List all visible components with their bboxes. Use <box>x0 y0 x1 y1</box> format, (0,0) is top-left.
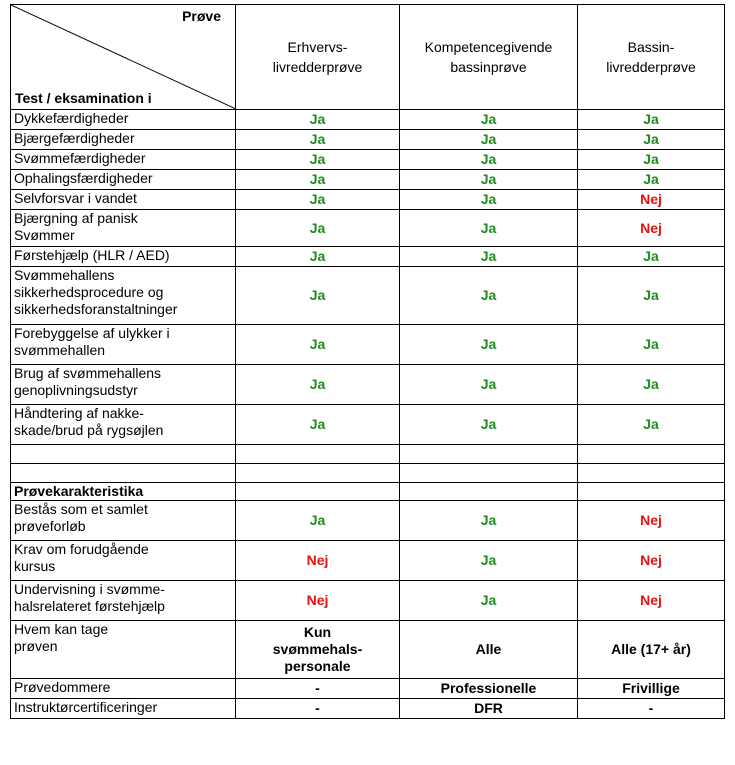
value-cell: Ja <box>400 210 578 247</box>
value-cell: Frivillige <box>578 679 725 699</box>
row-label: Svømmehallens sikkerhedsprocedure og sikkerhedsforanstaltninger <box>11 267 236 325</box>
value-cell: Ja <box>236 130 400 150</box>
value-cell: Ja <box>400 541 578 581</box>
value-cell: Nej <box>578 501 725 541</box>
table-row <box>11 247 725 267</box>
table-row <box>11 679 725 699</box>
comparison-table <box>10 4 725 719</box>
table-row <box>11 699 725 719</box>
row-label: Krav om forudgående kursus <box>11 541 236 581</box>
section-row <box>11 483 725 501</box>
value-cell: Ja <box>236 110 400 130</box>
value-cell: Ja <box>400 190 578 210</box>
value-cell: Ja <box>400 130 578 150</box>
value-cell: Ja <box>236 325 400 365</box>
value-cell: Ja <box>400 325 578 365</box>
value-cell: Ja <box>400 150 578 170</box>
value-cell: Ja <box>578 247 725 267</box>
empty-row <box>11 445 725 464</box>
table-row <box>11 325 725 365</box>
value-cell: Ja <box>236 501 400 541</box>
row-label: Ophalingsfærdigheder <box>11 170 236 190</box>
corner-bottom-label: Test / eksamination i <box>15 90 152 106</box>
value-cell: Ja <box>578 267 725 325</box>
value-cell: Ja <box>578 405 725 445</box>
row-label: Dykkefærdigheder <box>11 110 236 130</box>
table-row <box>11 190 725 210</box>
value-cell: Ja <box>400 110 578 130</box>
value-cell: Ja <box>400 581 578 621</box>
row-label: Selvforsvar i vandet <box>11 190 236 210</box>
table-row <box>11 170 725 190</box>
value-cell: Nej <box>578 541 725 581</box>
value-cell: - <box>578 699 725 719</box>
value-cell: - <box>236 679 400 699</box>
table-row <box>11 267 725 325</box>
column-header-0: Erhvervs- livredderprøve <box>236 5 400 110</box>
table-row <box>11 365 725 405</box>
value-cell: Ja <box>236 170 400 190</box>
column-header-1: Kompetencegivende bassinprøve <box>400 5 578 110</box>
value-cell: Ja <box>578 170 725 190</box>
value-cell: Ja <box>236 150 400 170</box>
header-row <box>11 5 725 110</box>
value-cell: Ja <box>400 405 578 445</box>
value-cell: Nej <box>578 190 725 210</box>
value-cell: Ja <box>236 190 400 210</box>
value-cell: Ja <box>236 365 400 405</box>
value-cell: Ja <box>400 365 578 405</box>
table-row <box>11 621 725 679</box>
row-label: Håndtering af nakke- skade/brud på rygsøjlen <box>11 405 236 445</box>
value-cell: Professionelle <box>400 679 578 699</box>
row-label: Førstehjælp (HLR / AED) <box>11 247 236 267</box>
table-row <box>11 110 725 130</box>
corner-top-label: Prøve <box>182 8 221 24</box>
value-cell: Ja <box>236 210 400 247</box>
row-label: Prøvedommere <box>11 679 236 699</box>
value-cell: Ja <box>236 247 400 267</box>
characteristics-body <box>11 501 725 719</box>
row-label: Bjærgning af panisk Svømmer <box>11 210 236 247</box>
section-title: Prøvekarakteristika <box>11 483 236 501</box>
value-cell: - <box>236 699 400 719</box>
value-cell: Nej <box>236 541 400 581</box>
value-cell: Kun svømmehals- personale <box>236 621 400 679</box>
value-cell: Ja <box>578 110 725 130</box>
row-label: Brug af svømmehallens genoplivningsudstyr <box>11 365 236 405</box>
value-cell: DFR <box>400 699 578 719</box>
value-cell: Ja <box>578 365 725 405</box>
value-cell: Alle <box>400 621 578 679</box>
row-label: Forebyggelse af ulykker i svømmehallen <box>11 325 236 365</box>
value-cell: Ja <box>578 150 725 170</box>
value-cell: Nej <box>578 581 725 621</box>
row-label: Bjærgefærdigheder <box>11 130 236 150</box>
row-label: Instruktørcertificeringer <box>11 699 236 719</box>
tests-body <box>11 110 725 445</box>
row-label: Undervisning i svømme- halsrelateret førstehjælp <box>11 581 236 621</box>
value-cell: Ja <box>400 267 578 325</box>
value-cell: Ja <box>578 325 725 365</box>
value-cell: Ja <box>400 170 578 190</box>
corner-header-cell <box>11 5 236 110</box>
table-row <box>11 541 725 581</box>
value-cell: Nej <box>236 581 400 621</box>
table-row <box>11 130 725 150</box>
table-row <box>11 501 725 541</box>
empty-row <box>11 464 725 483</box>
table-row <box>11 210 725 247</box>
table-row <box>11 405 725 445</box>
value-cell: Alle (17+ år) <box>578 621 725 679</box>
value-cell: Ja <box>578 130 725 150</box>
value-cell: Ja <box>400 247 578 267</box>
value-cell: Ja <box>236 267 400 325</box>
spacer-body <box>11 445 725 501</box>
value-cell: Ja <box>236 405 400 445</box>
row-label: Svømmefærdigheder <box>11 150 236 170</box>
table-row <box>11 150 725 170</box>
table-row <box>11 581 725 621</box>
value-cell: Ja <box>400 501 578 541</box>
row-label: Bestås som et samlet prøveforløb <box>11 501 236 541</box>
value-cell: Nej <box>578 210 725 247</box>
row-label: Hvem kan tage prøven <box>11 621 236 679</box>
column-header-2: Bassin- livredderprøve <box>578 5 725 110</box>
